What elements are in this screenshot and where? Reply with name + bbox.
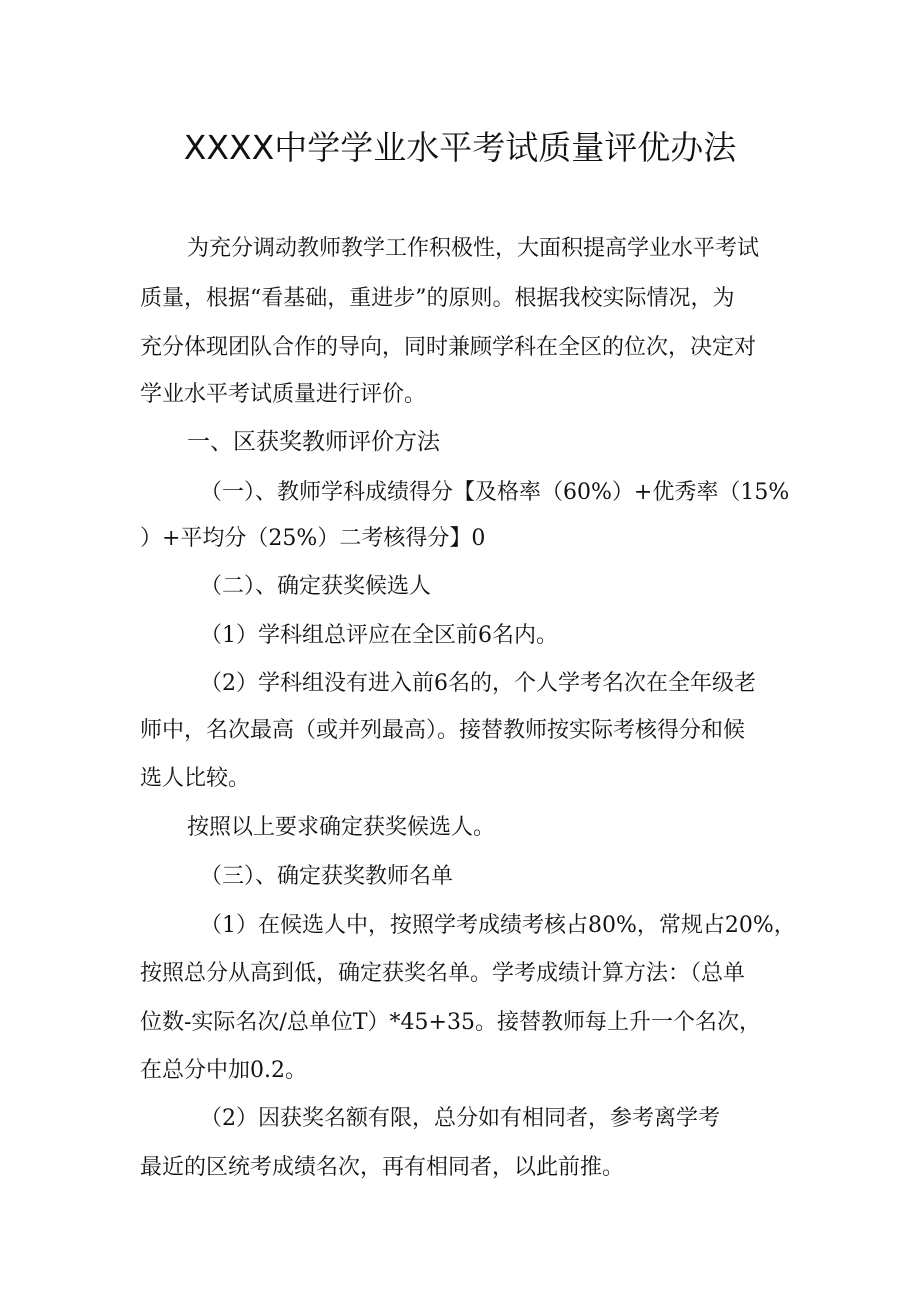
intro-line-2: 质量，根据“看基础，重进步”的原则。根据我校实际情况，为 (140, 286, 735, 311)
part2-item2-line-2: 师中，名次最高（或并列最高）。接替教师按实际考核得分和候 (140, 718, 746, 743)
part3-item1-line-4: 在总分中加0.2。 (140, 1058, 307, 1083)
part3-heading: （三）、确定获奖教师名单 (200, 864, 454, 889)
part2-heading: （二）、确定获奖候选人 (200, 574, 432, 599)
part3-item2-line-2: 最近的区统考成绩名次，再有相同者，以此前推。 (140, 1155, 625, 1180)
part2-item2-line-3: 选人比较。 (140, 766, 251, 791)
part3-item1-line-3: 位数-实际名次/总单位T）*45+35。接替教师每上升一个名次， (140, 1010, 761, 1035)
intro-line-1: 为充分调动教师教学工作积极性，大面积提高学业水平考试 (187, 236, 760, 261)
part3-item1-line-1: （1）在候选人中，按照学考成绩考核占80%，常规占20%， (200, 913, 796, 938)
intro-line-4: 学业水平考试质量进行评价。 (140, 382, 427, 407)
intro-line-3: 充分体现团队合作的导向，同时兼顾学科在全区的位次，决定对 (140, 335, 757, 360)
document-title: XXXX中学学业水平考试质量评优办法 (183, 128, 737, 167)
part2-item2-line-1: （2）学科组没有进入前6名的，个人学考名次在全年级老 (200, 671, 756, 696)
part3-item1-line-2: 按照总分从高到低，确定获奖名单。学考成绩计算方法：（总单 (140, 961, 746, 986)
part2-note: 按照以上要求确定获奖候选人。 (187, 815, 496, 840)
part1-line-2: ）+平均分（25%）二考核得分】0 (140, 526, 486, 551)
section-heading: 一、区获奖教师评价方法 (187, 429, 440, 455)
part2-item1: （1）学科组总评应在全区前6名内。 (200, 623, 558, 648)
part1-line-1: （一）、教师学科成绩得分【及格率（60%）+优秀率（15% (200, 480, 790, 505)
part3-item2-line-1: （2）因获奖名额有限，总分如有相同者，参考离学考 (200, 1106, 720, 1131)
